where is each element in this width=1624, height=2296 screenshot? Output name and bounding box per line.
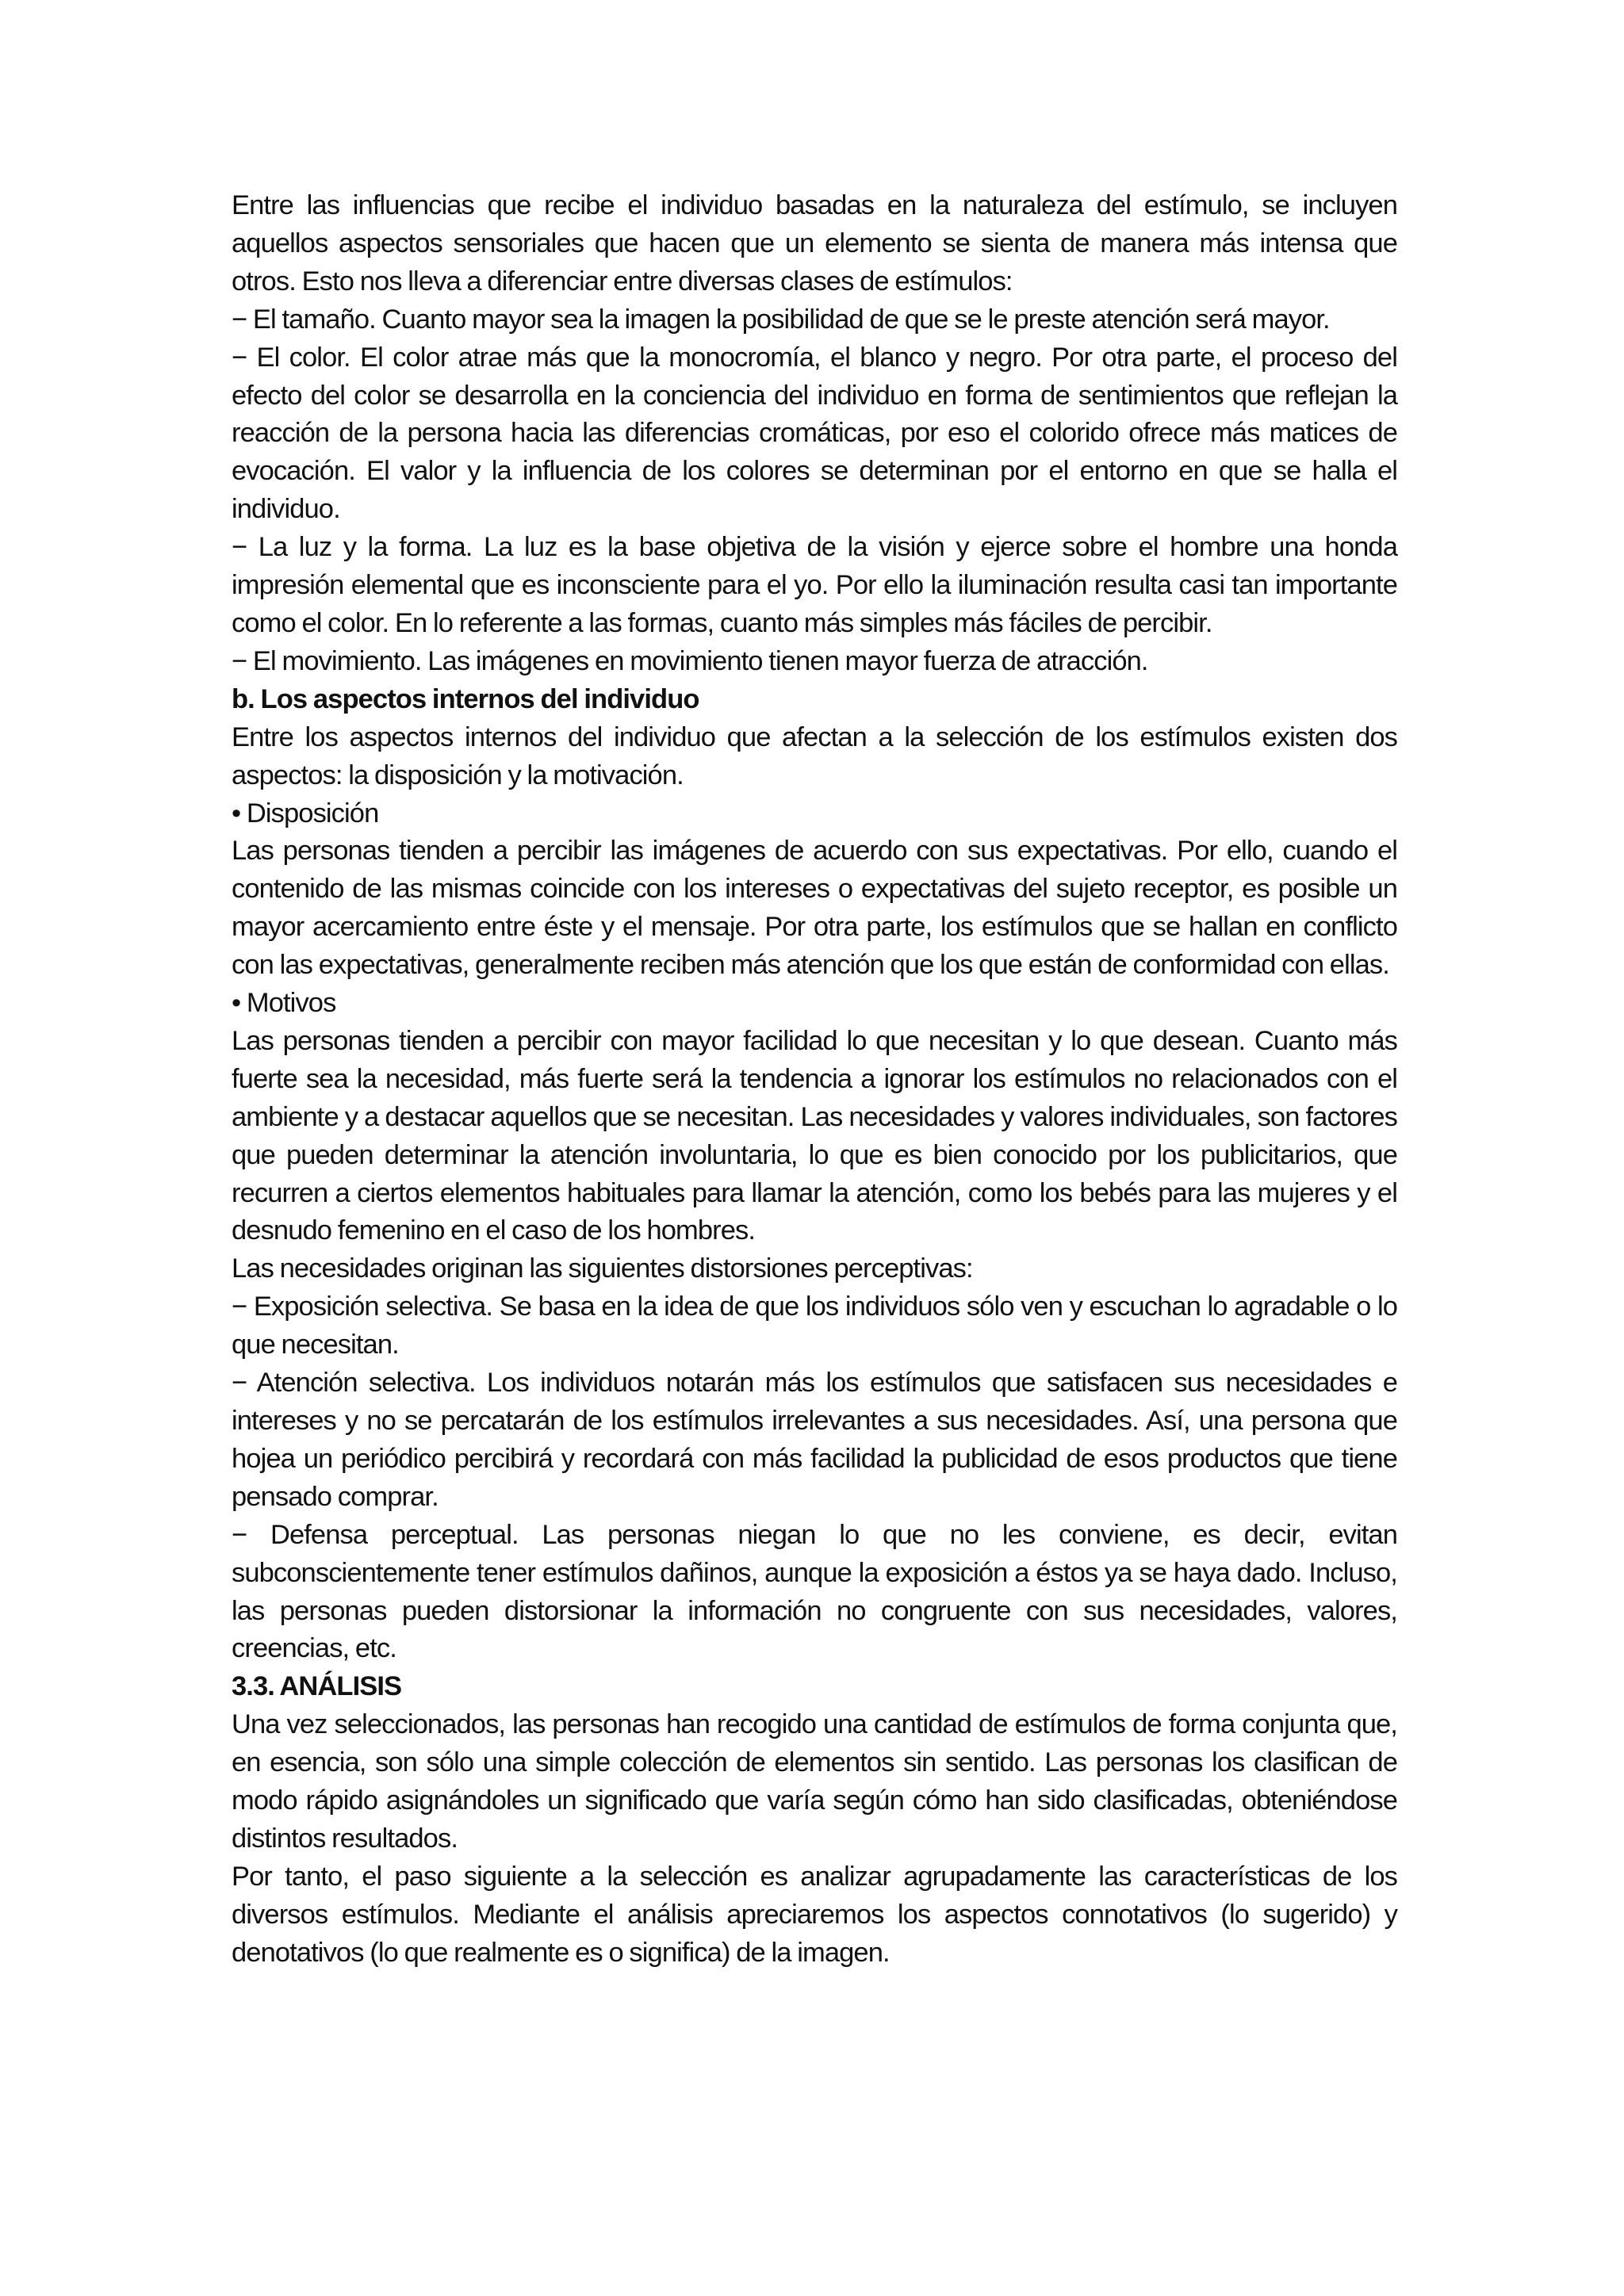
bullet-motivos: • Motivos [232,988,336,1019]
list-item-defensa-perceptual: − Defensa perceptual. Las personas niegan lo que no les conviene, es decir, evitan subconscientemente tener estímulos dañinos, aunque la exposición a éstos ya se haya dado. Incluso, las personas pueden distorsionar la información no congruente con sus necesidades, valores, creencias, etc. [232,1519,1397,1664]
bullet-disposicion: • Disposición [232,798,379,828]
section-heading-analisis: 3.3. ANÁLISIS [232,1671,402,1702]
list-item-atencion-selectiva: − Atención selectiva. Los individuos notarán más los estímulos que satisfacen sus necesidades e intereses y no se percatarán de los estímulos irrelevantes a sus necesidades. Así, una persona que hojea un periódico percibirá y recordará con más facilidad la publicidad de esos productos que tiene pensado comprar. [232,1368,1397,1512]
list-item-movimiento: − El movimiento. Las imágenes en movimiento tienen mayor fuerza de atracción. [232,645,1148,676]
section-heading-aspectos-internos: b. Los aspectos internos del individuo [232,683,699,714]
list-item-color: − El color. El color atrae más que la monocromía, el blanco y negro. Por otra parte, el proceso del efecto del color se desarrolla en la conciencia del individuo en forma de sentimientos que reflejan la reacción de la persona hacia las diferencias cromáticas, por eso el colorido ofrece más matices de evocación. El valor y la influencia de los colores se determinan por el entorno en que se halla el individuo. [232,342,1397,525]
paragraph-distorsiones-intro: Las necesidades originan las siguientes distorsiones perceptivas: [232,1253,973,1284]
paragraph-disposicion: Las personas tienden a percibir las imágenes de acuerdo con sus expectativas. Por ello, cuando el contenido de las mismas coincide con los intereses o expectativas del sujeto receptor, es posible un mayor acercamiento entre éste y el mensaje. Por otra parte, los estímulos que se hallan en conflicto con las expectativas, generalmente reciben más atención que los que están de conformidad con ellas. [232,836,1397,981]
list-item-exposicion-selectiva: − Exposición selectiva. Se basa en la idea de que los individuos sólo ven y escuchan lo agradable o lo que necesitan. [232,1292,1397,1360]
list-item-tamano: − El tamaño. Cuanto mayor sea la imagen la posibilidad de que se le preste atención será mayor. [232,304,1330,335]
document-page [232,187,1397,1973]
paragraph-motivos: Las personas tienden a percibir con mayor facilidad lo que necesitan y lo que desean. Cuanto más fuerte sea la necesidad, más fuerte será la tendencia a ignorar los estímulos no relacionados con el ambiente y a destacar aquellos que se necesitan. Las necesidades y valores individuales, son factores que pueden determinar la atención involuntaria, lo que es bien conocido por los publicitarios, que recurren a ciertos elementos habituales para llamar la atención, como los bebés para las mujeres y el desnudo femenino en el caso de los hombres. [232,1025,1397,1246]
paragraph-aspectos-internos: Entre los aspectos internos del individuo que afectan a la selección de los estímulos existen dos aspectos: la disposición y la motivación. [232,721,1397,790]
paragraph-analisis-2: Por tanto, el paso siguiente a la selección es analizar agrupadamente las características de los diversos estímulos. Mediante el análisis apreciaremos los aspectos connotativos (lo sugerido) y denotativos (lo que realmente es o significa) de la imagen. [232,1861,1397,1968]
paragraph-analisis-1: Una vez seleccionados, las personas han recogido una cantidad de estímulos de forma conjunta que, en esencia, son sólo una simple colección de elementos sin sentido. Las personas los clasifican de modo rápido asignándoles un significado que varía según cómo han sido clasificadas, obteniéndose distintos resultados. [232,1709,1397,1854]
paragraph-influencias-intro: Entre las influencias que recibe el individuo basadas en la naturaleza del estímulo, se incluyen aquellos aspectos sensoriales que hacen que un elemento se sienta de manera más intensa que otros. Esto nos lleva a diferenciar entre diversas clases de estímulos: [232,190,1397,297]
list-item-luz-forma: − La luz y la forma. La luz es la base objetiva de la visión y ejerce sobre el hombre una honda impresión elemental que es inconsciente para el yo. Por ello la iluminación resulta casi tan importante como el color. En lo referente a las formas, cuanto más simples más fáciles de percibir. [232,532,1397,638]
